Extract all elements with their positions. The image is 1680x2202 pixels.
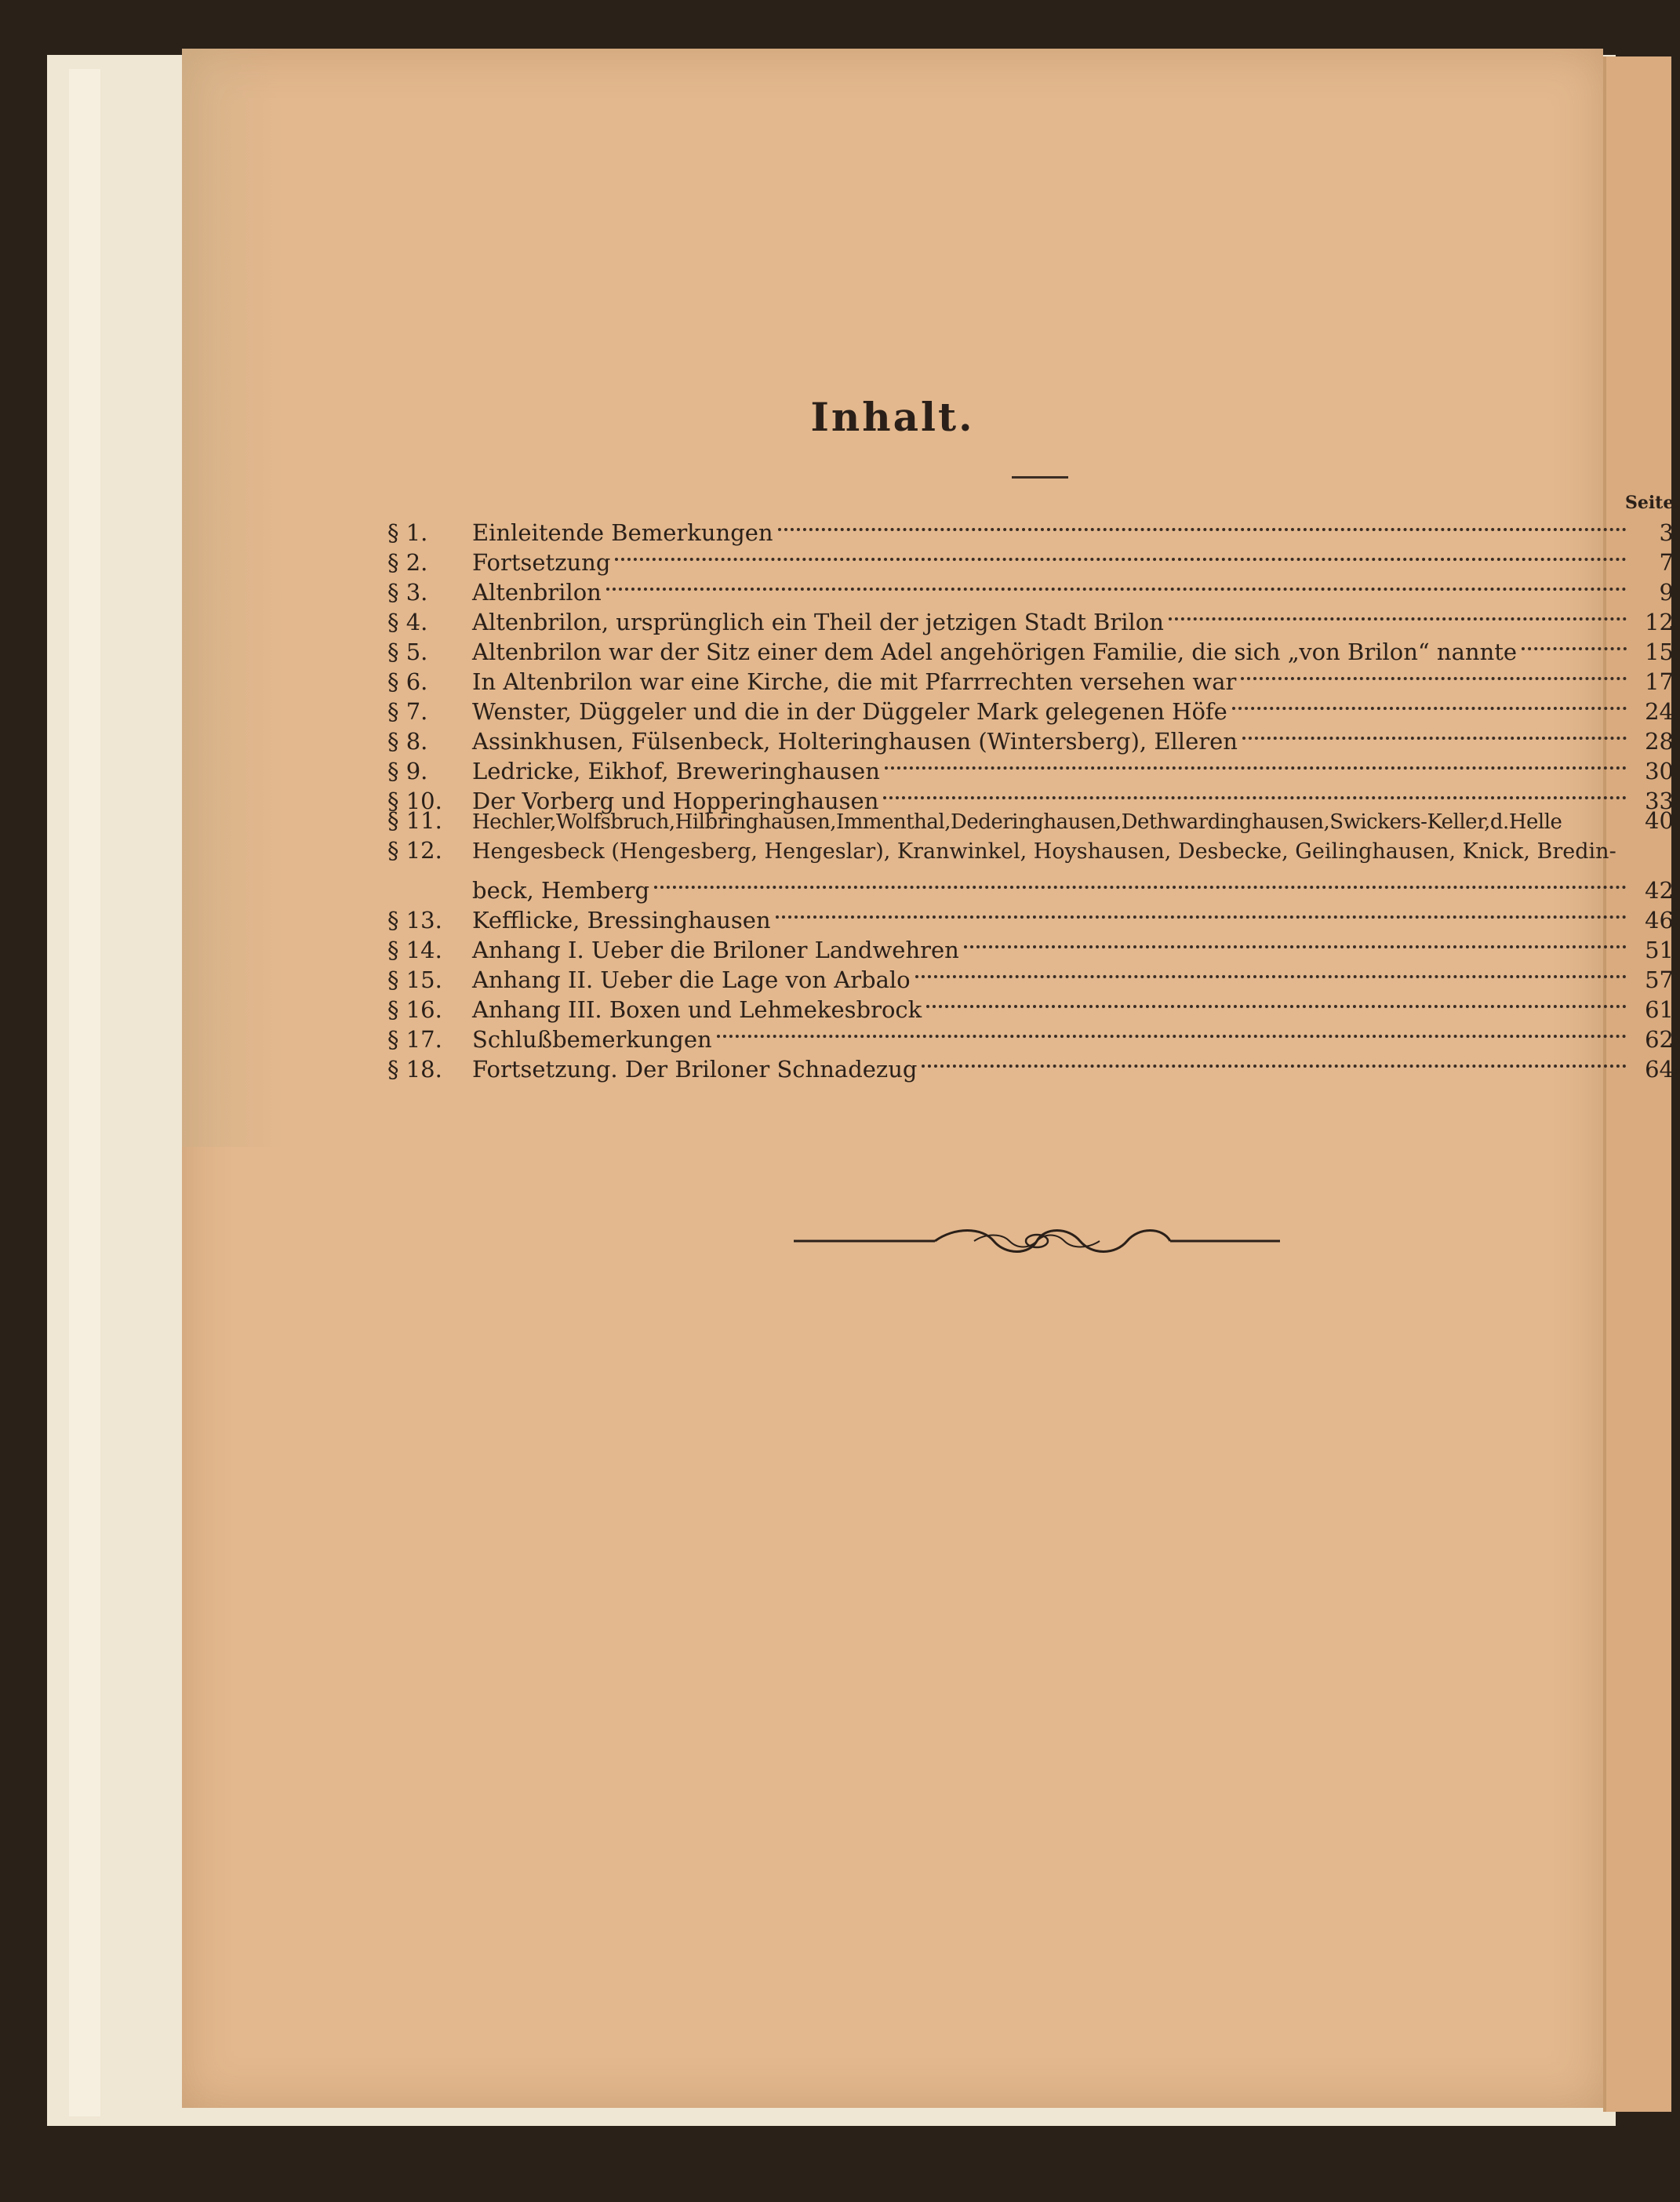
dot-leader — [1522, 617, 1627, 650]
page-title: Inhalt. — [810, 394, 975, 440]
dot-leader — [885, 737, 1627, 770]
table-of-contents — [387, 508, 1674, 1083]
toc-page-number: 57 — [1645, 966, 1674, 993]
toc-entry-title: Einleitende Bemerkungen — [472, 519, 773, 546]
toc-page-number: 7 — [1659, 549, 1674, 576]
toc-entry-title: Hechler,Wolfsbruch,Hilbringhausen,Immenthal,Dederinghausen,Dethwardinghausen,Swickers-Keller,d.Helle — [472, 810, 1562, 834]
toc-section-number: § 13. — [387, 907, 442, 934]
toc-section-number: § 4. — [387, 609, 428, 635]
page-column-header: Seite. — [1624, 493, 1680, 513]
toc-entry-title: Anhang I. Ueber die Briloner Landwehren — [472, 937, 959, 963]
toc-page-number: 24 — [1645, 698, 1674, 725]
dot-leader — [883, 766, 1627, 799]
toc-page-number: 51 — [1645, 937, 1674, 963]
toc-entry-title: Ledricke, Eikhof, Breweringhausen — [472, 758, 880, 784]
dot-leader — [778, 498, 1627, 531]
adjacent-page-edge — [1603, 56, 1671, 2112]
toc-page-number: 33 — [1645, 788, 1674, 814]
toc-page-number: 46 — [1645, 907, 1674, 934]
toc-section-number: § 11. — [387, 807, 442, 834]
toc-section-number: § 14. — [387, 937, 442, 963]
toc-entry-title: Altenbrilon, ursprünglich ein Theil der jetzigen Stadt Brilon — [472, 609, 1164, 635]
dot-leader — [717, 1005, 1627, 1038]
toc-entry-title: Der Vorberg und Hopperinghausen — [472, 788, 879, 814]
dot-leader — [926, 975, 1627, 1008]
toc-entry — [387, 1044, 1674, 1083]
toc-entry-title: Kefflicke, Bressinghausen — [472, 907, 771, 934]
toc-section-number: § 5. — [387, 639, 428, 665]
toc-section-number: § 6. — [387, 668, 428, 695]
dot-leader — [1169, 588, 1627, 621]
decorative-ornament — [794, 1217, 1280, 1265]
dot-leader — [1242, 707, 1627, 740]
dot-leader — [615, 528, 1627, 561]
toc-entry-title: Fortsetzung — [472, 549, 611, 576]
toc-section-number: § 10. — [387, 788, 442, 814]
toc-section-number: § 12. — [387, 837, 442, 864]
toc-page-number: 12 — [1645, 609, 1674, 635]
toc-section-number: § 17. — [387, 1026, 442, 1053]
document-page — [182, 49, 1680, 2108]
title-divider — [1012, 476, 1068, 479]
toc-section-number: § 18. — [387, 1056, 442, 1083]
toc-page-number: 9 — [1659, 579, 1674, 606]
toc-entry — [387, 597, 1674, 635]
toc-entry-title: Wenster, Düggeler und die in der Düggeler Mark gelegenen Höfe — [472, 698, 1227, 725]
dot-leader — [1232, 677, 1627, 710]
toc-page-number: 64 — [1645, 1056, 1674, 1083]
dot-leader — [915, 945, 1627, 978]
dot-leader — [654, 856, 1627, 889]
dot-leader — [606, 558, 1627, 591]
toc-entry-title: Assinkhusen, Fülsenbeck, Holteringhausen (Wintersberg), Elleren — [472, 728, 1238, 755]
backing-sheet-edge — [69, 69, 100, 2116]
dot-leader — [1241, 647, 1627, 680]
toc-entry-title: In Altenbrilon war eine Kirche, die mit Pfarrrechten versehen war — [472, 668, 1237, 695]
toc-page-number: 42 — [1645, 877, 1674, 904]
toc-section-number: § 16. — [387, 996, 442, 1023]
toc-page-number: 3 — [1659, 519, 1674, 546]
toc-page-number: 62 — [1645, 1026, 1674, 1053]
toc-entry-title: Altenbrilon — [472, 579, 602, 606]
toc-entry-title: Schlußbemerkungen — [472, 1026, 712, 1053]
toc-section-number: § 1. — [387, 519, 428, 546]
toc-entry-title-continuation: beck, Hemberg — [472, 877, 650, 904]
toc-section-number: § 7. — [387, 698, 428, 725]
toc-entry-title: Anhang II. Ueber die Lage von Arbalo — [472, 966, 911, 993]
dot-leader — [922, 1035, 1627, 1068]
toc-page-number: 40 — [1645, 807, 1674, 834]
toc-section-number: § 15. — [387, 966, 442, 993]
toc-page-number: 28 — [1645, 728, 1674, 755]
toc-entry-title: Hengesbeck (Hengesberg, Hengeslar), Kranwinkel, Hoyshausen, Desbecke, Geilinghausen, Knick, Bredin- — [472, 839, 1616, 864]
toc-entry — [387, 806, 1674, 835]
toc-entry — [387, 776, 1674, 814]
toc-section-number: § 8. — [387, 728, 428, 755]
toc-section-number: § 3. — [387, 579, 428, 606]
dot-leader — [776, 886, 1627, 919]
toc-page-number: 61 — [1645, 996, 1674, 1023]
toc-entry-title: Fortsetzung. Der Briloner Schnadezug — [472, 1056, 918, 1083]
toc-page-number: 15 — [1645, 639, 1674, 665]
toc-section-number: § 9. — [387, 758, 428, 784]
toc-page-number: 17 — [1645, 668, 1674, 695]
toc-entry-title: Anhang III. Boxen und Lehmekesbrock — [472, 996, 922, 1023]
toc-page-number: 30 — [1645, 758, 1674, 784]
toc-section-number: § 2. — [387, 549, 428, 576]
toc-entry-title: Altenbrilon war der Sitz einer dem Adel angehörigen Familie, die sich „von Brilon“ nannte — [472, 639, 1518, 665]
dot-leader — [964, 915, 1627, 948]
